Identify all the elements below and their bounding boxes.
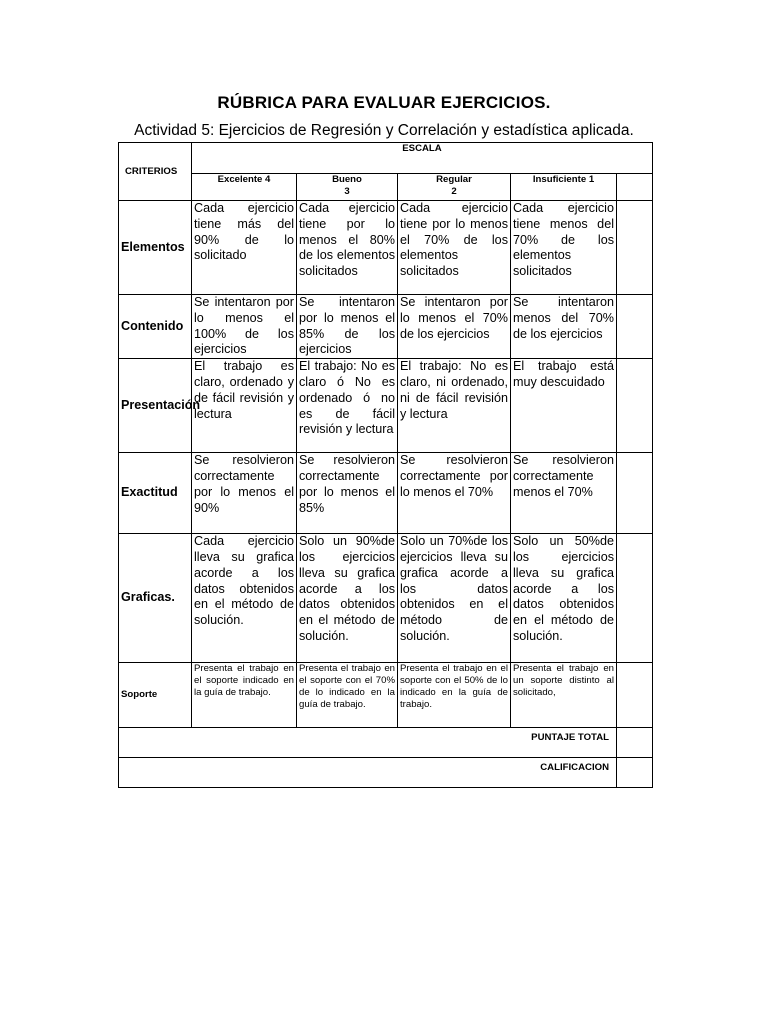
rubric-cell: Solo un 90%de los ejercicios lleva su grafica acorde a los datos obtenidos en el método de solución. — [297, 534, 398, 663]
rubric-cell: El trabajo es claro, ordenado y de fácil revisión y lectura — [192, 359, 297, 453]
rubric-row-presentacion — [119, 359, 653, 453]
rubric-cell: Solo un 50%de los ejercicios lleva su grafica acorde a los datos obtenidos en el método de solución. — [511, 534, 617, 663]
rubric-cell: Se intentaron por lo menos el 70% de los ejercicios — [398, 295, 511, 359]
document-subtitle: Actividad 5: Ejercicios de Regresión y Correlación y estadística aplicada. — [134, 122, 634, 139]
calificacion-label: CALIFICACION — [119, 758, 617, 788]
calificacion-row — [119, 758, 653, 788]
puntaje-total-label: PUNTAJE TOTAL — [119, 728, 617, 758]
rubric-cell: El trabajo: No es claro ó No es ordenado ó no es de fácil revisión y lectura — [297, 359, 398, 453]
rubric-cell: Se resolvieron correctamente por lo menos el 90% — [192, 453, 297, 534]
rubric-cell: Se intentaron menos del 70% de los ejercicios — [511, 295, 617, 359]
score-cell[interactable] — [617, 663, 653, 728]
rubric-cell: Se intentaron por lo menos el 100% de los ejercicios — [192, 295, 297, 359]
rubric-cell: El trabajo está muy descuidado — [511, 359, 617, 453]
rubric-cell: Se resolvieron correctamente menos el 70% — [511, 453, 617, 534]
rubric-row-soporte — [119, 663, 653, 728]
rubric-cell: Cada ejercicio tiene menos del 70% de los elementos solicitados — [511, 201, 617, 295]
header-row-levels — [119, 174, 653, 201]
level-header-bueno: Bueno 3 — [297, 174, 398, 201]
rubric-table — [118, 142, 653, 788]
rubric-row-exactitud — [119, 453, 653, 534]
rubric-cell: Se intentaron por lo menos el 85% de los ejercicios — [297, 295, 398, 359]
escala-header: ESCALA — [192, 143, 653, 174]
level-header-excelente: Excelente 4 — [192, 174, 297, 201]
score-cell[interactable] — [617, 201, 653, 295]
total-row — [119, 728, 653, 758]
rubric-row-contenido — [119, 295, 653, 359]
empty-score-header — [617, 174, 653, 201]
rubric-cell: Cada ejercicio tiene más del 90% de lo solicitado — [192, 201, 297, 295]
header-row-escala — [119, 143, 653, 174]
rubric-cell: Presenta el trabajo en el soporte con el 70% de lo indicado en la guía de trabajo. — [297, 663, 398, 728]
rubric-cell: Solo un 70%de los ejercicios lleva su grafica acorde a los datos obtenidos en el método de solución. — [398, 534, 511, 663]
criterion-label: Soporte — [119, 663, 192, 728]
level-header-insuficiente: Insuficiente 1 — [511, 174, 617, 201]
level-header-regular: Regular 2 — [398, 174, 511, 201]
rubric-cell: Cada ejercicio lleva su grafica acorde a los datos obtenidos en el método de solución. — [192, 534, 297, 663]
rubric-cell: Se resolvieron correctamente por lo menos el 85% — [297, 453, 398, 534]
criterion-label: Exactitud — [119, 453, 192, 534]
calificacion-value[interactable] — [617, 758, 653, 788]
rubric-cell: Presenta el trabajo en el soporte con el 50% de lo indicado en la guía de trabajo. — [398, 663, 511, 728]
criterios-header: CRITERIOS — [119, 143, 192, 201]
criterion-label: Contenido — [119, 295, 192, 359]
criterion-label: Elementos — [119, 201, 192, 295]
puntaje-total-value[interactable] — [617, 728, 653, 758]
document-title: RÚBRICA PARA EVALUAR EJERCICIOS. — [217, 93, 551, 112]
rubric-row-graficas — [119, 534, 653, 663]
criterion-label: Graficas. — [119, 534, 192, 663]
rubric-cell: Se resolvieron correctamente por lo menos el 70% — [398, 453, 511, 534]
criterion-label: Presentación — [119, 359, 192, 453]
rubric-cell: Cada ejercicio tiene por lo menos el 70% de los elementos solicitados — [398, 201, 511, 295]
rubric-cell: Presenta el trabajo en el soporte indicado en la guía de trabajo. — [192, 663, 297, 728]
rubric-cell: Presenta el trabajo en un soporte distinto al solicitado, — [511, 663, 617, 728]
score-cell[interactable] — [617, 453, 653, 534]
score-cell[interactable] — [617, 295, 653, 359]
score-cell[interactable] — [617, 359, 653, 453]
score-cell[interactable] — [617, 534, 653, 663]
rubric-cell: Cada ejercicio tiene por lo menos el 80% de los elementos solicitados — [297, 201, 398, 295]
rubric-row-elementos — [119, 201, 653, 295]
rubric-cell: El trabajo: No es claro, ni ordenado, ni de fácil revisión y lectura — [398, 359, 511, 453]
